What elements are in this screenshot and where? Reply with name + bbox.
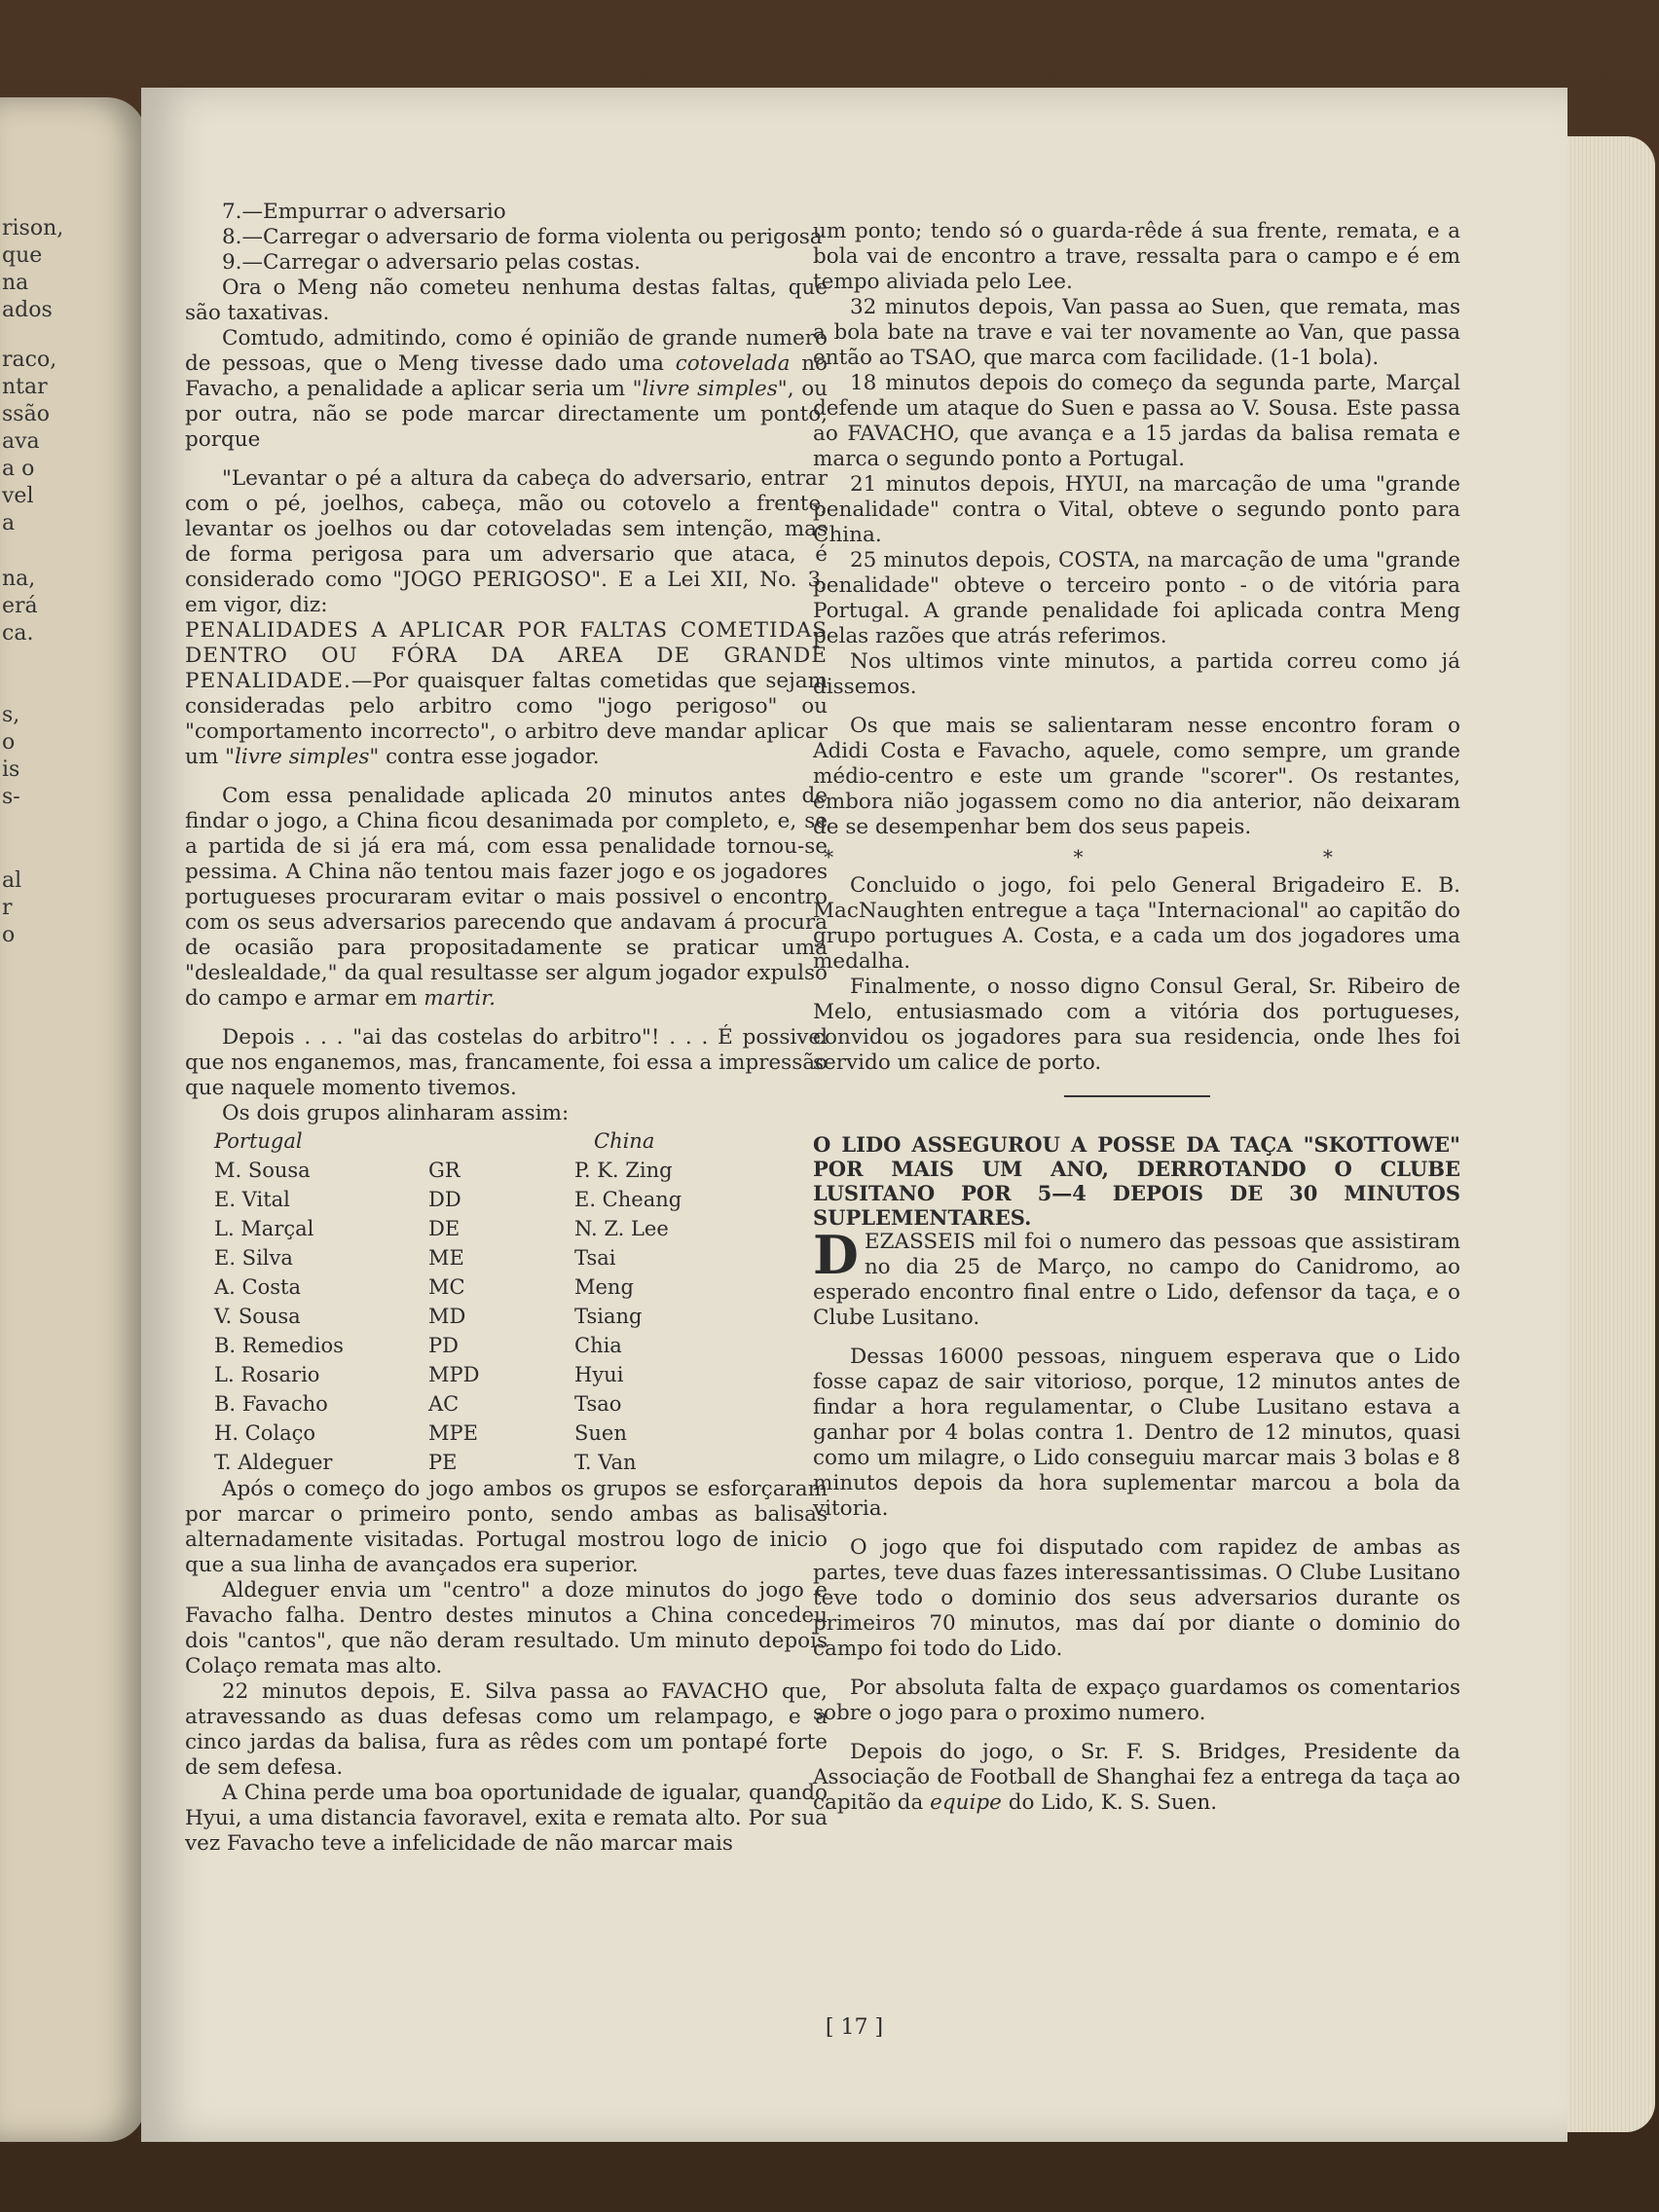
lineup-portugal-player: A. Costa xyxy=(214,1275,301,1299)
paragraph: Por absoluta falta de expaço guardamos os comentarios sobre o jogo para o proximo numero. xyxy=(813,1676,1460,1725)
book-page xyxy=(141,88,1567,2142)
left-page-text-fragment: ssão xyxy=(2,402,50,426)
text-run: PENALIDADES A APLICAR POR FALTAS COMETIDAS DENTRO OU FÓRA DA AREA DE GRANDE PENALIDADE. xyxy=(185,618,828,693)
paragraph xyxy=(813,1740,1460,1816)
law-paragraph xyxy=(185,618,828,770)
left-page-text-fragment: rison, xyxy=(2,216,64,240)
text-run: "livre simples" xyxy=(632,377,788,401)
left-page-text-fragment: al xyxy=(2,868,22,893)
paragraph: Após o começo do jogo ambos os grupos se esforçaram por marcar o primeiro ponto, sendo ambas as balisas alternadamente visitadas. Portugal mostrou logo de inicio que a sua linha de avançados era superior. xyxy=(185,1477,828,1577)
divider-rule xyxy=(1064,1095,1210,1097)
paragraph: Os dois grupos alinharam assim: xyxy=(222,1101,570,1125)
lineup-portugal-player: T. Aldeguer xyxy=(214,1451,333,1474)
lineup-position: PE xyxy=(428,1451,458,1474)
text-run: EZASSEIS mil foi o numero das pessoas que assistiram no dia 25 de Março, no campo do Canidromo, ao esperado encontro final entre o Lido, defensor da taça, e o Clube Lusitano. xyxy=(813,1230,1460,1330)
left-column xyxy=(185,200,828,1857)
lineup-position: PD xyxy=(428,1334,459,1357)
text-run: Comtudo, admitindo, como é opinião de grande numero de pessoas, que o Meng tivesse dado uma xyxy=(185,326,828,376)
left-page-text-fragment: raco, xyxy=(2,348,57,372)
text-run: Depois do jogo, o Sr. F. S. Bridges, Presidente da Associação de Football de Shanghai fez a entrega da taça ao capitão da xyxy=(813,1740,1460,1815)
lineup-china-player: Tsao xyxy=(574,1392,622,1416)
left-page xyxy=(0,97,146,2142)
paragraph: 21 minutos depois, HYUI, na marcação de uma "grande penalidade" contra o Vital, obteve o segundo ponto para China. xyxy=(813,472,1460,547)
left-page-text-fragment: que xyxy=(2,243,43,268)
left-page-text-fragment: ntar xyxy=(2,375,48,399)
paragraph: Os que mais se salientaram nesse encontro foram o Adidi Costa e Favacho, aquele, como sempre, um grande médio-centro e este um grande "scorer". Os restantes, embora nião jogassem como no dia anterior, não deixaram de se desempenhar bem dos seus papeis. xyxy=(813,714,1460,839)
lineup-china-player: T. Van xyxy=(574,1451,637,1474)
lineup-china-player: Chia xyxy=(574,1334,622,1357)
paragraph: Ora o Meng não cometeu nenhuma destas faltas, que são taxativas. xyxy=(185,276,828,325)
paragraph: O jogo que foi disputado com rapidez de ambas as partes, teve duas fazes interessantissimas. O Clube Lusitano teve todo o dominio dos seus adversarios durante os primeiros 70 minutos, mas daí por diante o dominio do campo foi todo do Lido. xyxy=(813,1535,1460,1661)
lineup-portugal-player: L. Marçal xyxy=(214,1217,314,1240)
lineup-position: ME xyxy=(428,1246,464,1270)
lineup-position: MC xyxy=(428,1275,465,1299)
paragraph xyxy=(185,326,828,453)
paragraph: Dessas 16000 pessoas, ninguem esperava que o Lido fosse capaz de sair vitorioso, porque, 12 minutos antes de findar a hora regulamentar, o Clube Lusitano estava a ganhar por 4 bolas contra 1. Dentro de 12 minutos, quasi como um milagre, o Lido conseguiu marcar mais 3 bolas e 8 minutos depois da hora suplementar marcou a bola da vitoria. xyxy=(813,1345,1460,1521)
lineup-position: DD xyxy=(428,1188,461,1211)
left-page-text-fragment: ava xyxy=(2,429,40,454)
left-page-text-fragment: o xyxy=(2,923,16,947)
lineup-portugal-player: L. Rosario xyxy=(214,1363,320,1386)
lineup-china-player: Tsai xyxy=(574,1246,616,1270)
paragraph: um ponto; tendo só o guarda-rêde á sua frente, remata, e a bola vai de encontro a trave, ressalta para o campo e é em tempo aliviada pelo Lee. xyxy=(813,219,1460,294)
paragraph: 32 minutos depois, Van passa ao Suen, que remata, mas a bola bate na trave e vai ter novamente ao Van, que passa então ao TSAO, que marca com facilidade. (1-1 bola). xyxy=(813,295,1460,370)
left-page-text-fragment: ca. xyxy=(2,621,34,645)
left-page-text-fragment: s, xyxy=(2,703,20,727)
left-page-text-fragment: is xyxy=(2,757,20,782)
lineup-position: GR xyxy=(428,1159,461,1182)
drop-cap: D xyxy=(813,1224,859,1286)
lineup-portugal-player: M. Sousa xyxy=(214,1159,311,1182)
text-run: equipe xyxy=(930,1790,1002,1815)
paragraph: Depois . . . "ai das costelas do arbitro"! . . . É possivel que nos enganemos, mas, francamente, foi essa a impressão que naquele momento tivemos. xyxy=(185,1025,828,1100)
left-page-text-fragment: r xyxy=(2,896,13,920)
lineup-table xyxy=(214,1126,828,1477)
text-run: cotovelada xyxy=(675,351,791,376)
text-run: contra esse jogador. xyxy=(379,745,600,769)
left-page-text-fragment: o xyxy=(2,730,16,755)
paragraph: 25 minutos depois, COSTA, na marcação de uma "grande penalidade" obteve o terceiro ponto - o de vitória para Portugal. A grande penalidade foi aplicada contra Meng pelas razões que atrás referimos. xyxy=(813,548,1460,648)
lineup-china-player: P. K. Zing xyxy=(574,1159,673,1182)
quote-paragraph: "Levantar o pé a altura da cabeça do adversario, entrar com o pé, joelhos, cabeça, mão ou cotovelo a frente, levantar os joelhos ou dar cotoveladas sem intenção, mas de forma perigosa para um adversario que ataca, é considerado como "JOGO PERIGOSO". E a Lei XII, No. 3, em vigor, diz: xyxy=(185,466,828,617)
paragraph: 9.—Carregar o adversario pelas costas. xyxy=(222,250,641,275)
text-run: , ou por outra, não se pode marcar directamente um ponto, porque xyxy=(185,377,828,452)
paragraph: Concluido o jogo, foi pelo General Brigadeiro E. B. MacNaughten entregue a taça "Internacional" ao capitão do grupo portugues A. Costa, e a cada um dos jogadores uma medalha. xyxy=(813,873,1460,974)
lineup-china-player: E. Cheang xyxy=(574,1188,682,1211)
lineup-china-player: Meng xyxy=(574,1275,634,1299)
text-run: martir. xyxy=(424,986,496,1011)
left-page-text-fragment: erá xyxy=(2,594,38,618)
lineup-header-china: China xyxy=(594,1129,655,1153)
paragraph: 18 minutos depois do começo da segunda parte, Marçal defende um ataque do Suen e passa ao V. Sousa. Este passa ao FAVACHO, que avança e a 15 jardas da balisa remata e marca o segundo ponto a Portugal. xyxy=(813,371,1460,471)
paragraph xyxy=(185,784,828,1012)
paragraph: Aldeguer envia um "centro" a doze minutos do jogo e Favacho falha. Dentro destes minutos a China concedeu dois "cantos", que não deram resultado. Um minuto depois Colaço remata mas alto. xyxy=(185,1578,828,1678)
left-page-text-fragment: na xyxy=(2,271,29,295)
lineup-portugal-player: B. Favacho xyxy=(214,1392,328,1416)
article-headline: O LIDO ASSEGUROU A POSSE DA TAÇA "SKOTTOWE" POR MAIS UM ANO, DERROTANDO O CLUBE LUSITANO POR 5—4 DEPOIS DE 30 MINUTOS SUPLEMENTARES. xyxy=(813,1132,1460,1230)
section-separator-stars: * * * xyxy=(824,845,1450,868)
text-run: do Lido, K. S. Suen. xyxy=(1001,1790,1218,1815)
lineup-position: DE xyxy=(428,1217,461,1240)
left-page-text-fragment: ados xyxy=(2,298,53,322)
lineup-portugal-player: B. Remedios xyxy=(214,1334,344,1357)
lineup-header-portugal: Portugal xyxy=(214,1129,303,1153)
lineup-portugal-player: V. Sousa xyxy=(214,1305,301,1328)
text-run: "livre simples" xyxy=(225,745,380,769)
paragraph: 22 minutos depois, E. Silva passa ao FAVACHO que, atravessando as duas defesas como um relampago, e a cinco jardas da balisa, fura as rêdes com um pontapé forte de sem defesa. xyxy=(185,1679,828,1780)
lineup-position: AC xyxy=(428,1392,460,1416)
text-run: no Favacho, a penalidade a aplicar seria um xyxy=(185,351,828,401)
lineup-position: MD xyxy=(428,1305,466,1328)
text-run: Com essa penalidade aplicada 20 minutos antes de findar o jogo, a China ficou desanimada por completo, e, se a partida de si já era má, com essa penalidade tornou-se pessima. A China não tentou mais fazer jogo e os jogadores portugueses procuraram evitar o mais possivel o encontro com os seus adversarios parecendo que andavam á procura de ocasião para propositadamente se praticar uma "deslealdade," da qual resultasse ser algum jogador expulso do campo e armar em xyxy=(185,784,828,1011)
paragraph: 7.—Empurrar o adversario xyxy=(222,200,506,224)
lineup-china-player: Tsiang xyxy=(574,1305,643,1328)
paragraph: A China perde uma boa oportunidade de igualar, quando Hyui, a uma distancia favoravel, exita e remata alto. Por sua vez Favacho teve a infelicidade de não marcar mais xyxy=(185,1781,828,1856)
paragraph: 8.—Carregar o adversario de forma violenta ou perigosa xyxy=(222,225,823,249)
lineup-china-player: Hyui xyxy=(574,1363,624,1386)
lineup-portugal-player: E. Silva xyxy=(214,1246,293,1270)
left-page-text-fragment: a xyxy=(2,511,16,535)
left-page-text-fragment: na, xyxy=(2,567,36,591)
left-page-text-fragment: vel xyxy=(2,484,34,508)
lineup-position: MPE xyxy=(428,1421,478,1445)
page-number: [ 17 ] xyxy=(825,2015,884,2040)
text-run: —Por quaisquer faltas cometidas que sejam consideradas pelo arbitro como "jogo perigoso" ou "comportamento incorrecto", o arbitro deve mandar aplicar um xyxy=(185,669,828,769)
right-column xyxy=(813,219,1460,1816)
lineup-china-player: N. Z. Lee xyxy=(574,1217,669,1240)
lead-paragraph xyxy=(813,1224,1460,1331)
lineup-portugal-player: H. Colaço xyxy=(214,1421,316,1445)
lineup-portugal-player: E. Vital xyxy=(214,1188,290,1211)
paragraph: Finalmente, o nosso digno Consul Geral, Sr. Ribeiro de Melo, entusiasmado com a vitória dos portugueses, convidou os jogadores para sua residencia, onde lhes foi servido um calice de porto. xyxy=(813,975,1460,1075)
lineup-position: MPD xyxy=(428,1363,480,1386)
left-page-text-fragment: a o xyxy=(2,457,35,481)
paragraph: Nos ultimos vinte minutos, a partida correu como já dissemos. xyxy=(813,649,1460,699)
lineup-china-player: Suen xyxy=(574,1421,627,1445)
left-page-text-fragment: s- xyxy=(2,785,20,809)
